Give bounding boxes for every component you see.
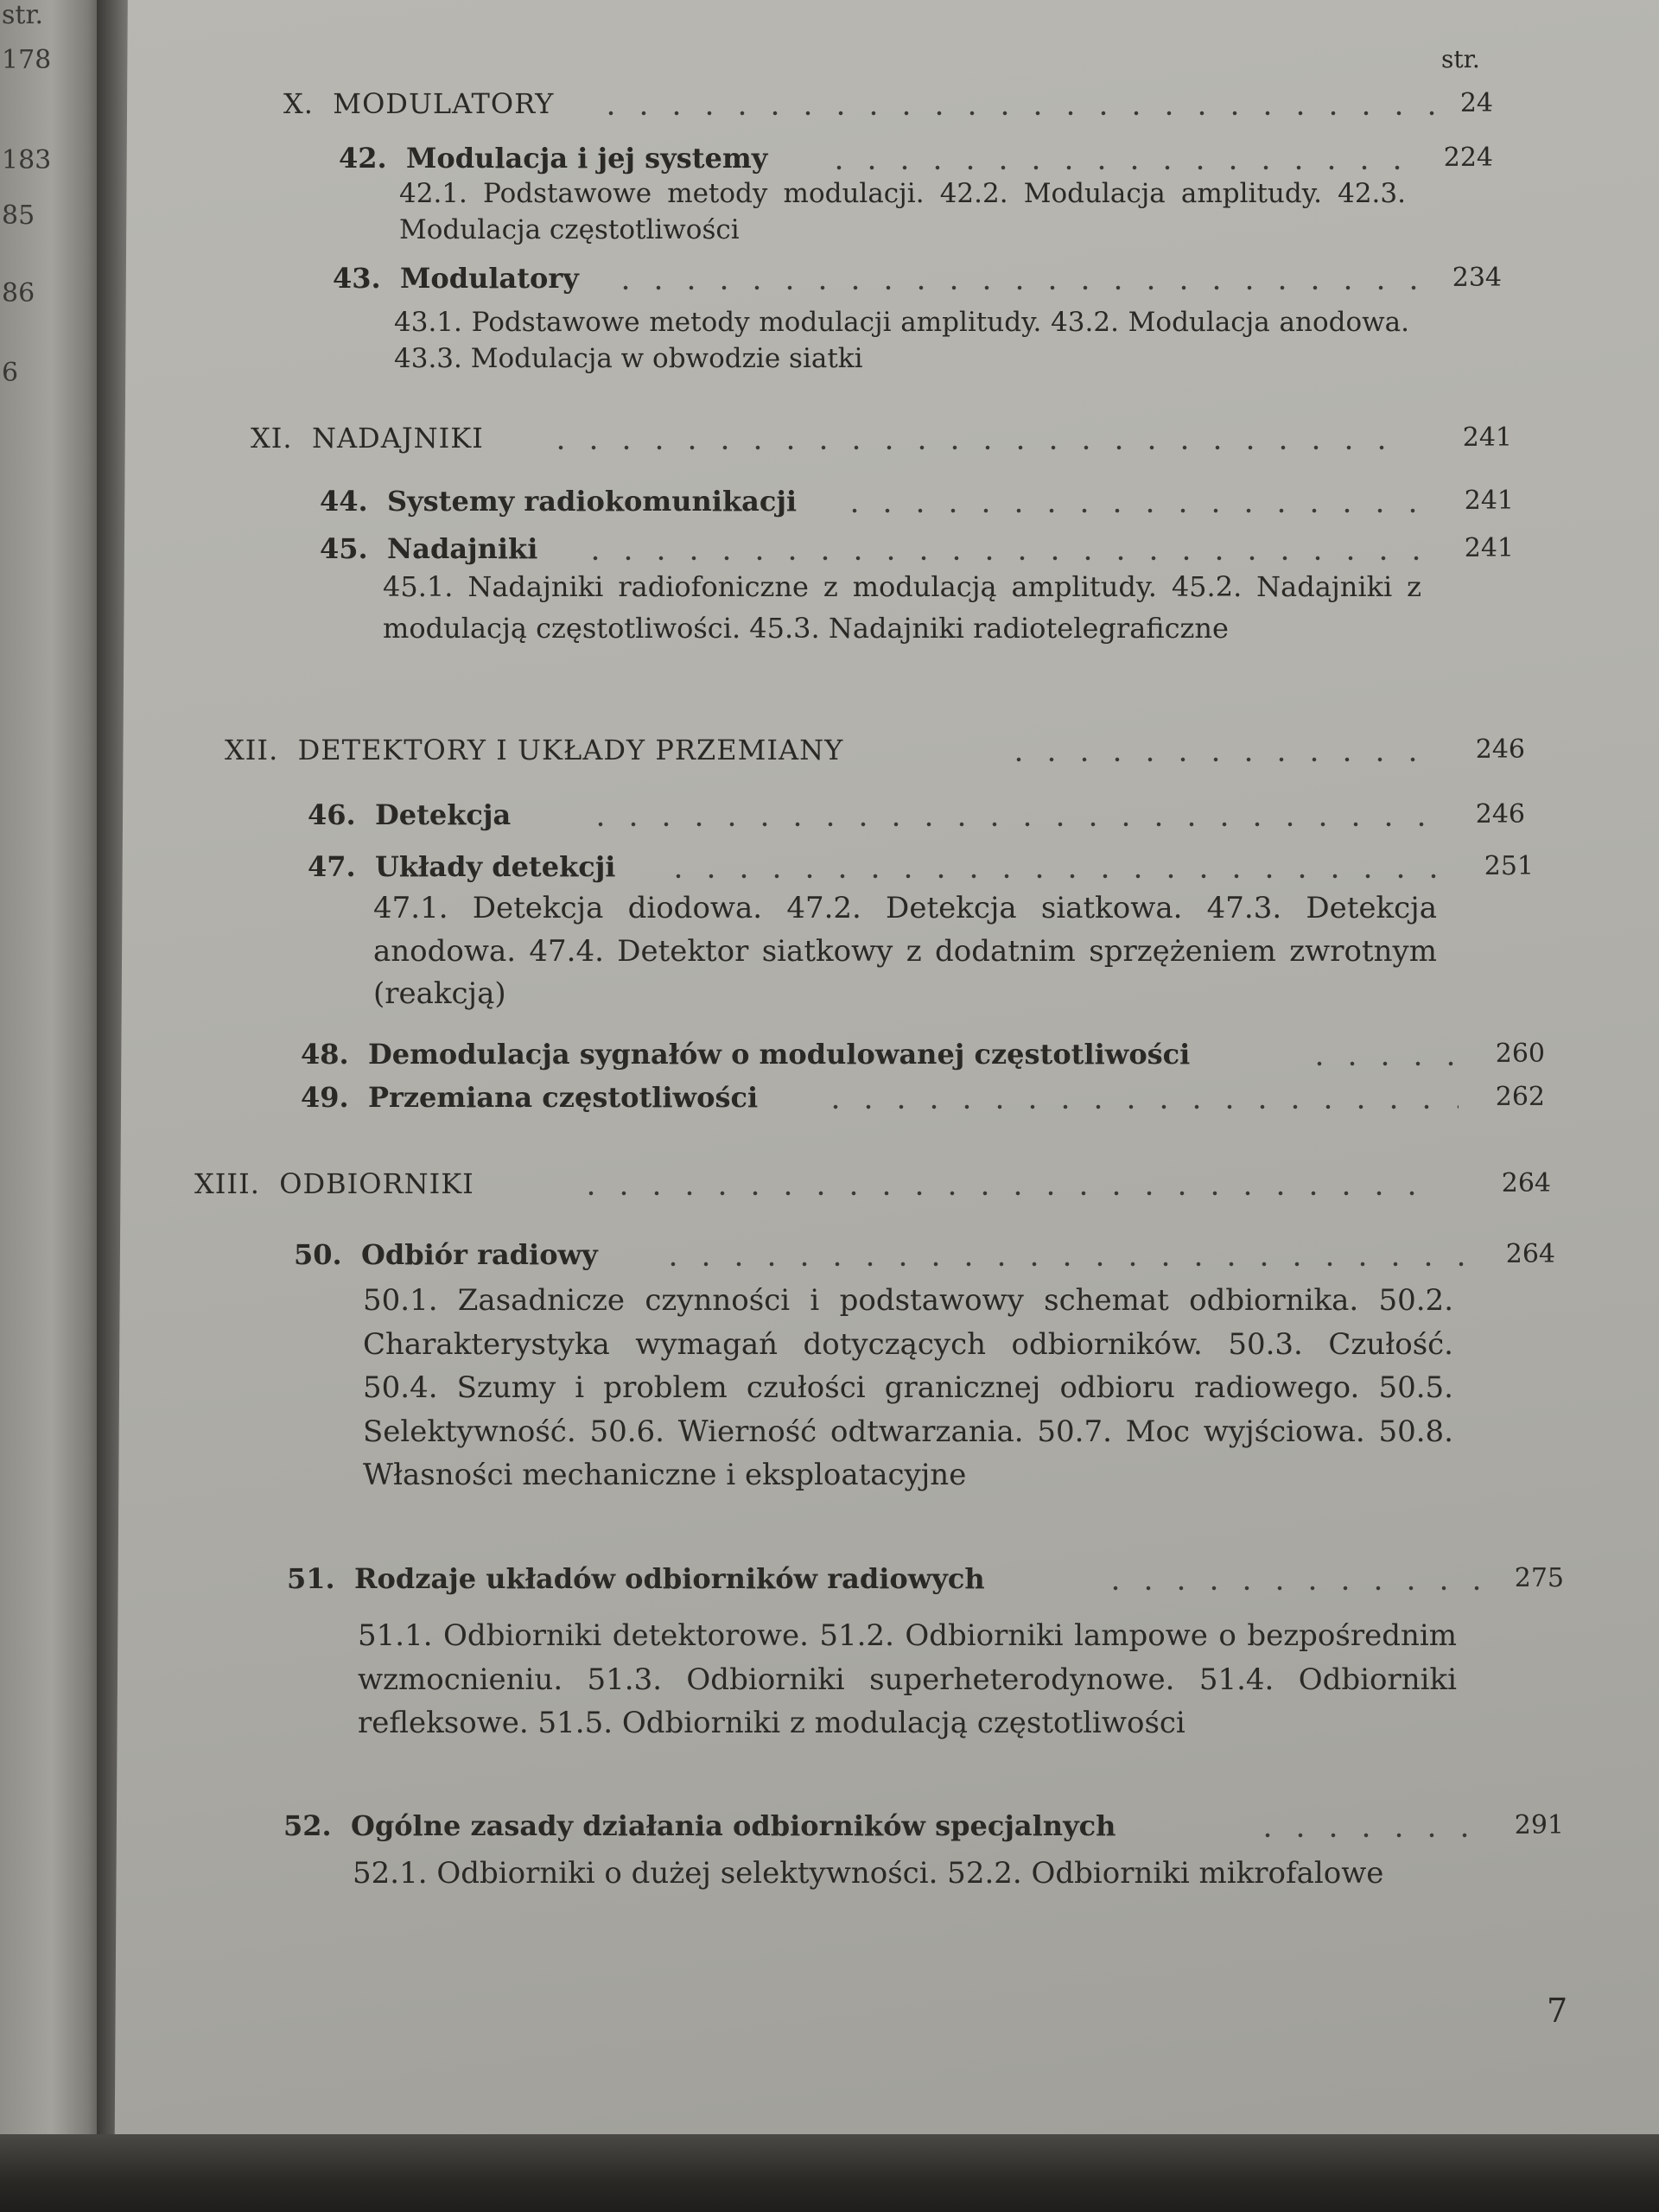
toc-section-row (301, 1033, 1545, 1076)
section-heading (301, 1076, 763, 1119)
dot-leader (609, 285, 1421, 290)
section-heading (287, 1557, 990, 1600)
page-ref: 24 (1459, 88, 1493, 118)
section-description: 47.1. Detekcja diodowa. 47.2. Detekcja siatkowa. 47.3. Detekcja anodowa. 47.4. Detektor siatkowy z dodatnim sprzężeniem zwrotnym (reakcją) (373, 891, 1437, 1011)
page-ref: 291 (1514, 1810, 1564, 1840)
left-page-mark: 86 (2, 278, 35, 308)
chapter-title: ODBIORNIKI (279, 1167, 474, 1200)
page-ref: 260 (1495, 1039, 1545, 1069)
section-number: 50. (294, 1238, 342, 1271)
left-page-mark: str. (2, 0, 44, 30)
toc-section-row (308, 845, 1534, 888)
section-description: 52.1. Odbiorniki o dużej selektywności. 52.2. Odbiorniki mikrofalowe (353, 1856, 1384, 1891)
section-number: 45. (320, 532, 368, 565)
toc-section-row (333, 257, 1502, 300)
section-number: 46. (308, 798, 356, 831)
chapter-title: NADAJNIKI (311, 422, 484, 454)
section-title: Modulacja i jej systemy (405, 142, 768, 175)
section-heading (339, 137, 772, 180)
toc-section-row (301, 1076, 1545, 1119)
toc-section-row (320, 527, 1514, 570)
toc-chapter-row (225, 728, 1525, 772)
dot-leader (579, 556, 1426, 561)
section-heading (283, 1804, 1121, 1847)
chapter-number: XII. (225, 734, 279, 766)
left-page-mark: 85 (2, 200, 35, 231)
page-ref: 275 (1514, 1563, 1564, 1593)
chapter-number: XIII. (194, 1167, 260, 1200)
toc-chapter-row (251, 416, 1512, 460)
left-page-mark: 183 (2, 145, 52, 175)
section-title: Odbiór radiowy (360, 1238, 598, 1271)
section-number: 43. (333, 262, 381, 295)
chapter-title: DETEKTORY I UKŁADY PRZEMIANY (297, 734, 844, 766)
dot-leader (1251, 1833, 1476, 1838)
section-title: Rodzaje układów odbiorników radiowych (353, 1562, 985, 1595)
page-ref: 264 (1505, 1239, 1555, 1269)
section-heading (308, 793, 516, 836)
page-column-label: str. (1441, 45, 1480, 73)
section-title: Układy detekcji (374, 850, 616, 883)
dot-leader (575, 1191, 1439, 1196)
toc-section-row (294, 1233, 1555, 1276)
dot-leader (838, 508, 1426, 513)
section-description: 51.1. Odbiorniki detektorowe. 51.2. Odbiorniki lampowe o bezpośrednim wzmocnieniu. 51.3. Odbiorniki superheterodynowe. 51.4. Odbiorniki refleksowe. 51.5. Odbiorniki z modulacją częstotliwości (358, 1618, 1457, 1740)
section-heading (320, 527, 543, 570)
section-description: 45.1. Nadajniki radiofoniczne z modulacją amplitudy. 45.2. Nadajniki z modulacją częstotliwości. 45.3. Nadajniki radiotelegraficzne (383, 570, 1421, 645)
section-number: 48. (301, 1038, 349, 1071)
page-ref: 234 (1452, 263, 1502, 293)
section-description: 43.1. Podstawowe metody modulacji amplitudy. 43.2. Modulacja anodowa. 43.3. Modulacja w obwodzie siatki (394, 307, 1409, 374)
chapter-title: MODULATORY (333, 87, 555, 120)
section-number: 51. (287, 1562, 335, 1595)
chapter-number: XI. (251, 422, 293, 454)
section-number: 44. (320, 485, 368, 518)
dot-leader (1303, 1061, 1459, 1066)
page-ref: 264 (1501, 1168, 1551, 1198)
dot-leader (1002, 757, 1417, 762)
section-heading (308, 845, 620, 888)
section-number: 49. (301, 1081, 349, 1114)
page-ref: 246 (1475, 734, 1525, 765)
chapter-heading (251, 416, 489, 460)
section-title: Systemy radiokomunikacji (386, 485, 798, 518)
section-title: Przemiana częstotliwości (367, 1081, 759, 1114)
dot-leader (823, 165, 1419, 170)
page-ref: 246 (1475, 799, 1525, 830)
toc-section-row (308, 793, 1525, 836)
dot-leader (544, 445, 1408, 450)
dot-leader (662, 874, 1440, 879)
left-page-mark: 6 (2, 358, 19, 388)
section-number: 42. (339, 142, 387, 175)
toc-section-row (320, 480, 1514, 523)
toc-section-row (339, 137, 1493, 180)
dot-leader (594, 111, 1441, 116)
section-number: 47. (308, 850, 356, 883)
chapter-heading (194, 1162, 480, 1205)
section-heading (294, 1233, 603, 1276)
page-ref: 241 (1462, 423, 1512, 453)
page-ref: 262 (1495, 1082, 1545, 1112)
section-heading (301, 1033, 1195, 1076)
dot-leader (819, 1104, 1459, 1109)
section-title: Demodulacja sygnałów o modulowanej częstotliwości (367, 1038, 1191, 1071)
page-ref: 224 (1443, 143, 1493, 173)
section-title: Ogólne zasady działania odbiorników specjalnych (350, 1809, 1116, 1842)
chapter-heading (225, 728, 849, 772)
toc-section-row (287, 1557, 1564, 1600)
section-description: 50.1. Zasadnicze czynności i podstawowy schemat odbiornika. 50.2. Charakterystyka wymagań dotyczących odbiorników. 50.3. Czułość. 50.4. Szumy i problem czułości granicznej odbioru radiowego. 50.5. Selektywność. 50.6. Wierność odtwarzania. 50.7. Moc wyjściowa. 50.8. Własności mechaniczne i eksploatacyjne (363, 1283, 1453, 1492)
page-number: 7 (1547, 1992, 1568, 2030)
chapter-heading (283, 82, 559, 125)
page-ref: 241 (1464, 486, 1514, 516)
dot-leader (584, 822, 1448, 827)
page-ref: 251 (1484, 851, 1534, 881)
section-title: Detekcja (374, 798, 512, 831)
toc-chapter-row (283, 82, 1493, 125)
left-page-mark: 178 (2, 45, 52, 75)
dot-leader (657, 1262, 1469, 1267)
dot-leader (1099, 1586, 1479, 1591)
section-title: Nadajniki (386, 532, 538, 565)
section-description: 42.1. Podstawowe metody modulacji. 42.2. Modulacja amplitudy. 42.3. Modulacja częstotliwości (399, 178, 1406, 245)
section-number: 52. (283, 1809, 332, 1842)
section-heading (320, 480, 802, 523)
page-ref: 241 (1464, 533, 1514, 563)
section-title: Modulatory (399, 262, 579, 295)
section-heading (333, 257, 584, 300)
toc-chapter-row (194, 1162, 1551, 1205)
toc-section-row (283, 1804, 1564, 1847)
chapter-number: X. (283, 87, 314, 120)
